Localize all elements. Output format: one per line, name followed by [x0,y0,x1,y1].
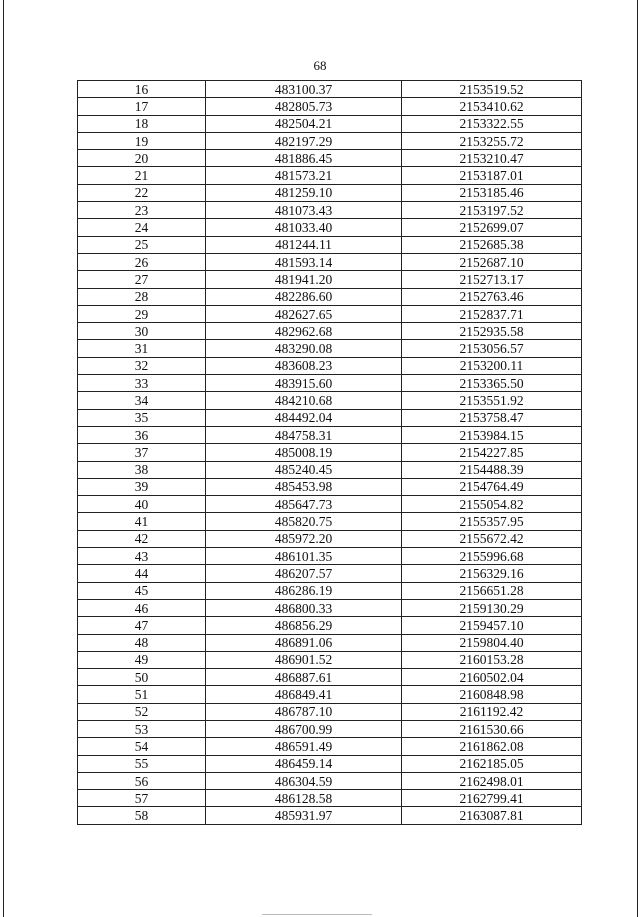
y-coordinate-cell: 2154764.49 [402,478,582,495]
point-number-cell: 40 [78,496,206,513]
table-row [78,686,582,703]
point-number-cell: 27 [78,271,206,288]
point-number-cell: 32 [78,357,206,374]
table-row [78,98,582,115]
y-coordinate-cell: 2159457.10 [402,617,582,634]
y-coordinate-cell: 2162185.05 [402,755,582,772]
y-coordinate-cell: 2153551.92 [402,392,582,409]
point-number-cell: 30 [78,323,206,340]
page-border-left [3,0,4,917]
x-coordinate-cell: 486787.10 [206,703,402,720]
y-coordinate-cell: 2160153.28 [402,651,582,668]
y-coordinate-cell: 2156329.16 [402,565,582,582]
point-number-cell: 44 [78,565,206,582]
table-row [78,461,582,478]
x-coordinate-cell: 485453.98 [206,478,402,495]
table-row [78,426,582,443]
point-number-cell: 46 [78,599,206,616]
y-coordinate-cell: 2160848.98 [402,686,582,703]
y-coordinate-cell: 2162498.01 [402,772,582,789]
table-row [78,720,582,737]
y-coordinate-cell: 2152685.38 [402,236,582,253]
table-row [78,738,582,755]
x-coordinate-cell: 483100.37 [206,81,402,98]
table-row [78,305,582,322]
y-coordinate-cell: 2153197.52 [402,202,582,219]
y-coordinate-cell: 2154227.85 [402,444,582,461]
point-number-cell: 51 [78,686,206,703]
table-row [78,253,582,270]
table-row [78,530,582,547]
y-coordinate-cell: 2152837.71 [402,305,582,322]
y-coordinate-cell: 2153322.55 [402,115,582,132]
point-number-cell: 37 [78,444,206,461]
point-number-cell: 41 [78,513,206,530]
x-coordinate-cell: 482197.29 [206,132,402,149]
x-coordinate-cell: 481244.11 [206,236,402,253]
table-row [78,669,582,686]
x-coordinate-cell: 483290.08 [206,340,402,357]
table-row [78,409,582,426]
page-number: 68 [313,58,327,73]
y-coordinate-cell: 2160502.04 [402,669,582,686]
x-coordinate-cell: 481259.10 [206,184,402,201]
table-row [78,703,582,720]
point-number-cell: 26 [78,253,206,270]
y-coordinate-cell: 2153200.11 [402,357,582,374]
x-coordinate-cell: 484210.68 [206,392,402,409]
table-row [78,772,582,789]
y-coordinate-cell: 2155672.42 [402,530,582,547]
coordinates-table-body [78,81,582,825]
point-number-cell: 43 [78,548,206,565]
table-row [78,599,582,616]
point-number-cell: 50 [78,669,206,686]
y-coordinate-cell: 2161862.08 [402,738,582,755]
table-row [78,513,582,530]
y-coordinate-cell: 2153210.47 [402,150,582,167]
y-coordinate-cell: 2159804.40 [402,634,582,651]
point-number-cell: 22 [78,184,206,201]
y-coordinate-cell: 2155054.82 [402,496,582,513]
y-coordinate-cell: 2152935.58 [402,323,582,340]
point-number-cell: 31 [78,340,206,357]
y-coordinate-cell: 2152713.17 [402,271,582,288]
y-coordinate-cell: 2153519.52 [402,81,582,98]
x-coordinate-cell: 483915.60 [206,375,402,392]
x-coordinate-cell: 486800.33 [206,599,402,616]
point-number-cell: 52 [78,703,206,720]
table-row [78,167,582,184]
x-coordinate-cell: 486591.49 [206,738,402,755]
point-number-cell: 20 [78,150,206,167]
table-row [78,548,582,565]
y-coordinate-cell: 2155996.68 [402,548,582,565]
y-coordinate-cell: 2153255.72 [402,132,582,149]
x-coordinate-cell: 486101.35 [206,548,402,565]
table-row [78,375,582,392]
y-coordinate-cell: 2152699.07 [402,219,582,236]
table-row [78,807,582,824]
table-row [78,184,582,201]
table-row [78,150,582,167]
y-coordinate-cell: 2161530.66 [402,720,582,737]
x-coordinate-cell: 486304.59 [206,772,402,789]
point-number-cell: 54 [78,738,206,755]
point-number-cell: 19 [78,132,206,149]
x-coordinate-cell: 485931.97 [206,807,402,824]
x-coordinate-cell: 486887.61 [206,669,402,686]
table-row [78,115,582,132]
point-number-cell: 45 [78,582,206,599]
x-coordinate-cell: 486286.19 [206,582,402,599]
point-number-cell: 55 [78,755,206,772]
point-number-cell: 48 [78,634,206,651]
x-coordinate-cell: 485647.73 [206,496,402,513]
table-row [78,236,582,253]
x-coordinate-cell: 484492.04 [206,409,402,426]
x-coordinate-cell: 482504.21 [206,115,402,132]
page-border-right [637,0,638,917]
point-number-cell: 16 [78,81,206,98]
table-row [78,340,582,357]
y-coordinate-cell: 2152763.46 [402,288,582,305]
point-number-cell: 21 [78,167,206,184]
y-coordinate-cell: 2153758.47 [402,409,582,426]
y-coordinate-cell: 2154488.39 [402,461,582,478]
point-number-cell: 58 [78,807,206,824]
table-row [78,392,582,409]
point-number-cell: 49 [78,651,206,668]
point-number-cell: 23 [78,202,206,219]
x-coordinate-cell: 481573.21 [206,167,402,184]
table-row [78,271,582,288]
point-number-cell: 35 [78,409,206,426]
y-coordinate-cell: 2153187.01 [402,167,582,184]
x-coordinate-cell: 481886.45 [206,150,402,167]
point-number-cell: 33 [78,375,206,392]
table-row [78,219,582,236]
page-border-bottom [262,914,372,915]
table-row [78,496,582,513]
x-coordinate-cell: 481941.20 [206,271,402,288]
point-number-cell: 18 [78,115,206,132]
y-coordinate-cell: 2153056.57 [402,340,582,357]
x-coordinate-cell: 483608.23 [206,357,402,374]
point-number-cell: 36 [78,426,206,443]
point-number-cell: 39 [78,478,206,495]
x-coordinate-cell: 485008.19 [206,444,402,461]
table-row [78,565,582,582]
y-coordinate-cell: 2161192.42 [402,703,582,720]
point-number-cell: 29 [78,305,206,322]
point-number-cell: 24 [78,219,206,236]
x-coordinate-cell: 485820.75 [206,513,402,530]
table-row [78,790,582,807]
x-coordinate-cell: 486459.14 [206,755,402,772]
point-number-cell: 47 [78,617,206,634]
point-number-cell: 42 [78,530,206,547]
x-coordinate-cell: 482286.60 [206,288,402,305]
x-coordinate-cell: 481033.40 [206,219,402,236]
x-coordinate-cell: 481073.43 [206,202,402,219]
table-row [78,323,582,340]
x-coordinate-cell: 482627.65 [206,305,402,322]
table-row [78,357,582,374]
x-coordinate-cell: 486849.41 [206,686,402,703]
point-number-cell: 38 [78,461,206,478]
x-coordinate-cell: 482962.68 [206,323,402,340]
x-coordinate-cell: 484758.31 [206,426,402,443]
y-coordinate-cell: 2153365.50 [402,375,582,392]
table-row [78,582,582,599]
table-row [78,651,582,668]
table-row [78,288,582,305]
x-coordinate-cell: 486856.29 [206,617,402,634]
y-coordinate-cell: 2162799.41 [402,790,582,807]
point-number-cell: 56 [78,772,206,789]
x-coordinate-cell: 486901.52 [206,651,402,668]
y-coordinate-cell: 2159130.29 [402,599,582,616]
point-number-cell: 57 [78,790,206,807]
table-row [78,478,582,495]
y-coordinate-cell: 2155357.95 [402,513,582,530]
table-row [78,755,582,772]
y-coordinate-cell: 2153410.62 [402,98,582,115]
table-row [78,444,582,461]
point-number-cell: 28 [78,288,206,305]
table-row [78,634,582,651]
table-row [78,81,582,98]
table-row [78,617,582,634]
table-row [78,202,582,219]
y-coordinate-cell: 2163087.81 [402,807,582,824]
y-coordinate-cell: 2152687.10 [402,253,582,270]
x-coordinate-cell: 486207.57 [206,565,402,582]
y-coordinate-cell: 2156651.28 [402,582,582,599]
x-coordinate-cell: 486128.58 [206,790,402,807]
y-coordinate-cell: 2153984.15 [402,426,582,443]
x-coordinate-cell: 486700.99 [206,720,402,737]
x-coordinate-cell: 485240.45 [206,461,402,478]
point-number-cell: 34 [78,392,206,409]
y-coordinate-cell: 2153185.46 [402,184,582,201]
coordinates-table [77,80,582,825]
x-coordinate-cell: 485972.20 [206,530,402,547]
table-row [78,132,582,149]
x-coordinate-cell: 486891.06 [206,634,402,651]
x-coordinate-cell: 481593.14 [206,253,402,270]
x-coordinate-cell: 482805.73 [206,98,402,115]
point-number-cell: 17 [78,98,206,115]
point-number-cell: 25 [78,236,206,253]
point-number-cell: 53 [78,720,206,737]
